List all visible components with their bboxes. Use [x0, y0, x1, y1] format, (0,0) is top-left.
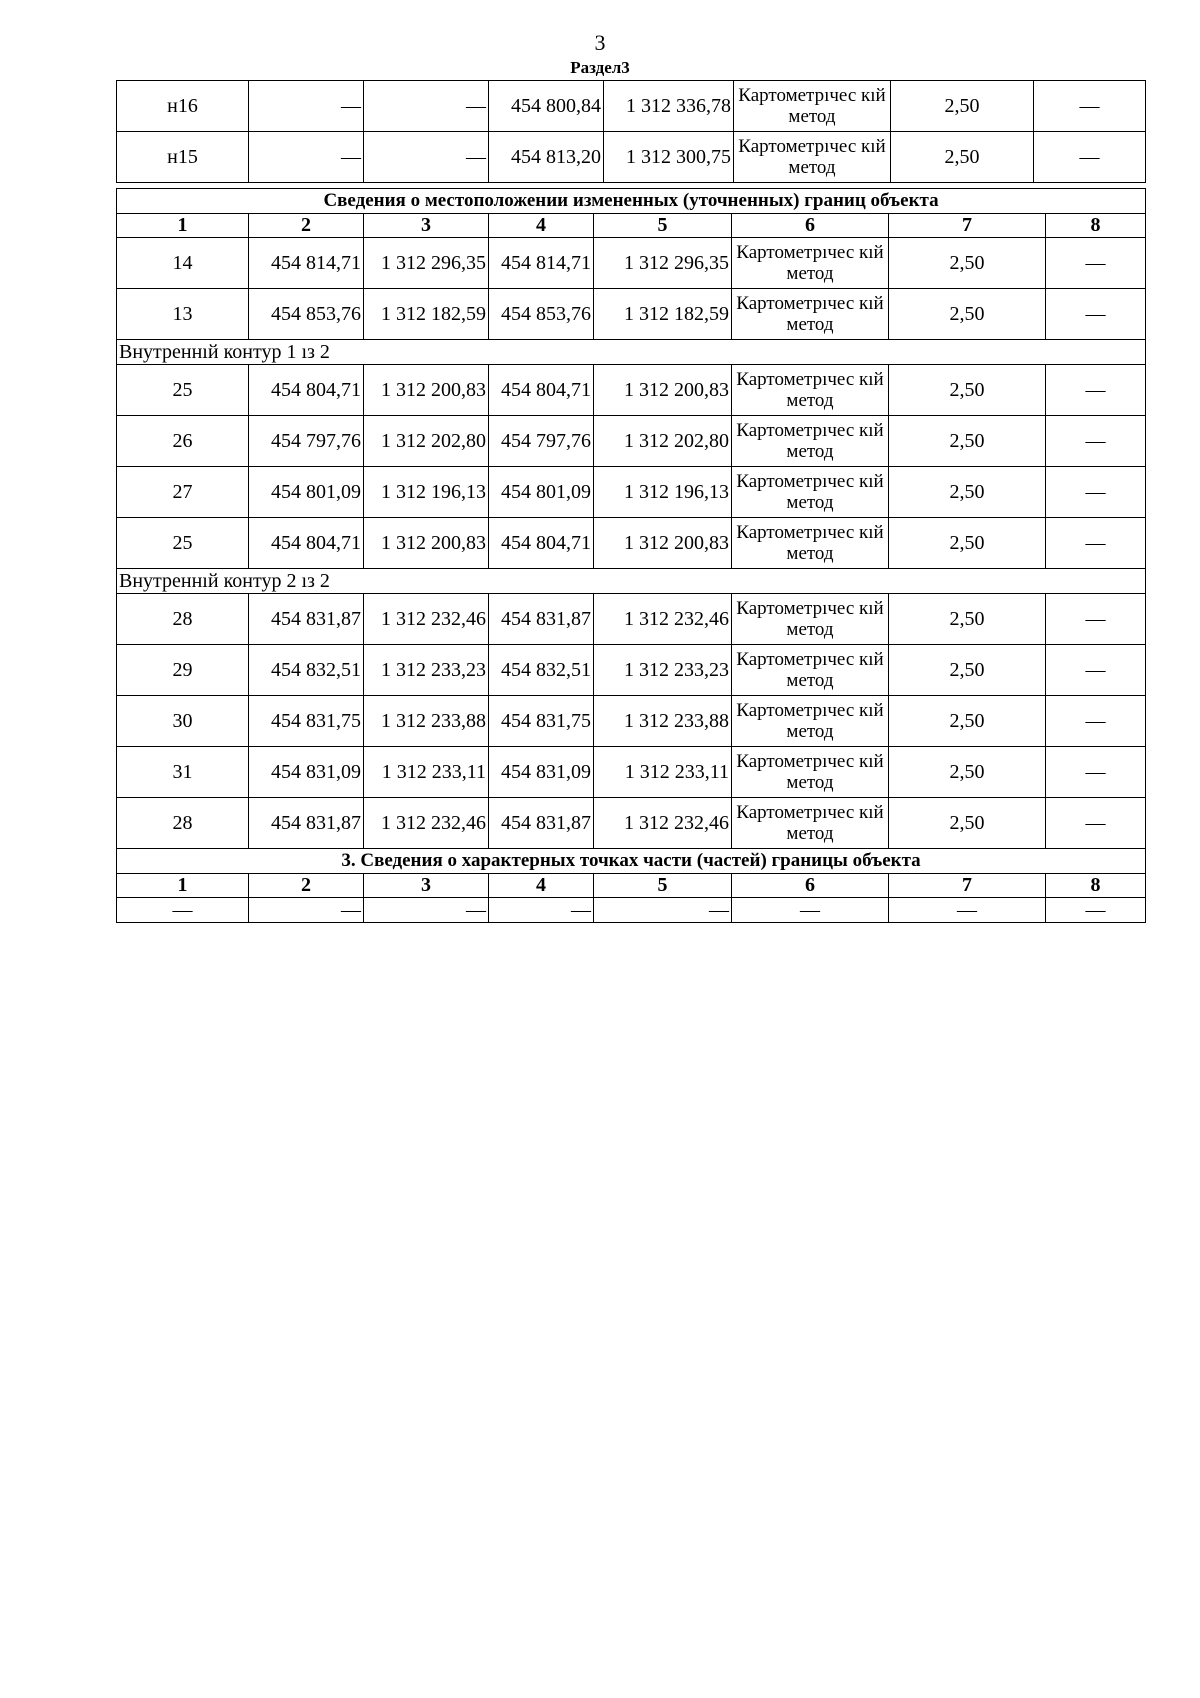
- method-cell: Картометрıчес кıй метод: [732, 747, 889, 798]
- method-cell: Картометрıчес кıй метод: [732, 518, 889, 569]
- old-y-cell: 1 312 182,59: [364, 289, 489, 340]
- description-cell: —: [1046, 747, 1146, 798]
- old-y-cell: 1 312 200,83: [364, 518, 489, 569]
- accuracy-cell: 2,50: [889, 594, 1046, 645]
- contour-1-point-row: [117, 416, 1146, 467]
- method-cell: Картометрıчес кıй метод: [732, 696, 889, 747]
- description-cell: —: [1046, 365, 1146, 416]
- method-cell: Картометрıчес кıй метод: [734, 81, 891, 132]
- old-x-cell: 454 814,71: [249, 238, 364, 289]
- new-x-cell: 454 831,87: [489, 594, 594, 645]
- col-header: 1: [117, 874, 249, 898]
- new-x-cell: 454 831,75: [489, 696, 594, 747]
- new-y-cell: —: [594, 898, 732, 923]
- section-3-title-row: [117, 849, 1146, 874]
- accuracy-cell: 2,50: [889, 645, 1046, 696]
- old-x-cell: —: [249, 898, 364, 923]
- point-number-cell: 26: [117, 416, 249, 467]
- col-header: 2: [249, 874, 364, 898]
- new-x-cell: 454 797,76: [489, 416, 594, 467]
- point-number-cell: н15: [117, 132, 249, 183]
- accuracy-cell: 2,50: [889, 467, 1046, 518]
- description-cell: —: [1046, 594, 1146, 645]
- old-x-cell: 454 804,71: [249, 518, 364, 569]
- description-cell: —: [1046, 645, 1146, 696]
- new-x-cell: 454 800,84: [489, 81, 604, 132]
- col-header: 8: [1046, 874, 1146, 898]
- col-header: 1: [117, 214, 249, 238]
- new-x-cell: 454 853,76: [489, 289, 594, 340]
- method-cell: Картометрıчес кıй метод: [732, 238, 889, 289]
- point-number-cell: 13: [117, 289, 249, 340]
- method-cell: Картометрıчес кıй метод: [732, 289, 889, 340]
- point-number-cell: 25: [117, 518, 249, 569]
- new-x-cell: 454 831,09: [489, 747, 594, 798]
- contour-1-label-row: [117, 340, 1146, 365]
- accuracy-cell: 2,50: [889, 696, 1046, 747]
- description-cell: —: [1046, 518, 1146, 569]
- col-header: 4: [489, 874, 594, 898]
- contour-2-label-row: [117, 569, 1146, 594]
- new-y-cell: 1 312 233,88: [594, 696, 732, 747]
- accuracy-cell: 2,50: [891, 132, 1034, 183]
- new-x-cell: 454 801,09: [489, 467, 594, 518]
- new-x-cell: 454 832,51: [489, 645, 594, 696]
- new-y-cell: 1 312 233,11: [594, 747, 732, 798]
- top-coordinates-table: [116, 80, 1146, 183]
- boundary-point-row: [117, 289, 1146, 340]
- col-header: 7: [889, 214, 1046, 238]
- description-cell: —: [1046, 289, 1146, 340]
- description-cell: —: [1034, 81, 1146, 132]
- point-number-cell: 27: [117, 467, 249, 518]
- method-cell: Картометрıчес кıй метод: [734, 132, 891, 183]
- description-cell: —: [1046, 898, 1146, 923]
- boundary-point-row: [117, 238, 1146, 289]
- new-y-cell: 1 312 233,23: [594, 645, 732, 696]
- col-header: 5: [594, 874, 732, 898]
- method-cell: Картометрıчес кıй метод: [732, 594, 889, 645]
- column-number-row: [117, 214, 1146, 238]
- section-2-title: Сведения о местоположении измененных (уточненных) границ объекта: [117, 189, 1146, 214]
- accuracy-cell: 2,50: [889, 798, 1046, 849]
- accuracy-cell: 2,50: [889, 416, 1046, 467]
- description-cell: —: [1046, 416, 1146, 467]
- point-number-cell: 28: [117, 798, 249, 849]
- accuracy-cell: 2,50: [889, 365, 1046, 416]
- method-cell: Картометрıчес кıй метод: [732, 365, 889, 416]
- contour-2-point-row: [117, 594, 1146, 645]
- old-x-cell: 454 831,75: [249, 696, 364, 747]
- new-y-cell: 1 312 232,46: [594, 798, 732, 849]
- old-x-cell: —: [249, 132, 364, 183]
- new-y-cell: 1 312 232,46: [594, 594, 732, 645]
- accuracy-cell: 2,50: [889, 238, 1046, 289]
- new-y-cell: 1 312 200,83: [594, 365, 732, 416]
- method-cell: —: [732, 898, 889, 923]
- point-number-cell: 31: [117, 747, 249, 798]
- description-cell: —: [1046, 696, 1146, 747]
- old-y-cell: 1 312 233,88: [364, 696, 489, 747]
- description-cell: —: [1046, 467, 1146, 518]
- top-point-row: [117, 132, 1146, 183]
- new-x-cell: 454 804,71: [489, 365, 594, 416]
- point-number-cell: 14: [117, 238, 249, 289]
- method-cell: Картометрıчес кıй метод: [732, 798, 889, 849]
- old-y-cell: —: [364, 132, 489, 183]
- new-x-cell: 454 813,20: [489, 132, 604, 183]
- new-y-cell: 1 312 182,59: [594, 289, 732, 340]
- boundary-table: [116, 188, 1146, 923]
- contour-1-point-row: [117, 518, 1146, 569]
- contour-2-point-row: [117, 696, 1146, 747]
- new-y-cell: 1 312 336,78: [604, 81, 734, 132]
- point-number-cell: н16: [117, 81, 249, 132]
- new-x-cell: 454 804,71: [489, 518, 594, 569]
- accuracy-cell: 2,50: [891, 81, 1034, 132]
- col-header: 2: [249, 214, 364, 238]
- contour-1-point-row: [117, 467, 1146, 518]
- old-x-cell: 454 831,09: [249, 747, 364, 798]
- old-x-cell: 454 831,87: [249, 594, 364, 645]
- accuracy-cell: 2,50: [889, 518, 1046, 569]
- old-y-cell: 1 312 202,80: [364, 416, 489, 467]
- page-number: 3: [594, 30, 606, 55]
- contour-2-label: Внутреннıй контур 2 ıз 2: [117, 569, 1146, 594]
- new-x-cell: 454 831,87: [489, 798, 594, 849]
- old-x-cell: 454 831,87: [249, 798, 364, 849]
- contour-2-point-row: [117, 798, 1146, 849]
- old-y-cell: 1 312 232,46: [364, 798, 489, 849]
- section-2-title-row: [117, 189, 1146, 214]
- new-y-cell: 1 312 296,35: [594, 238, 732, 289]
- accuracy-cell: —: [889, 898, 1046, 923]
- new-y-cell: 1 312 196,13: [594, 467, 732, 518]
- col-header: 7: [889, 874, 1046, 898]
- contour-2-point-row: [117, 747, 1146, 798]
- section-label: Раздел3: [570, 58, 630, 77]
- section-3-title: 3. Сведения о характерных точках части (частей) границы объекта: [117, 849, 1146, 874]
- part-point-row: [117, 898, 1146, 923]
- point-number-cell: 29: [117, 645, 249, 696]
- contour-1-point-row: [117, 365, 1146, 416]
- old-x-cell: 454 853,76: [249, 289, 364, 340]
- new-y-cell: 1 312 200,83: [594, 518, 732, 569]
- old-y-cell: 1 312 196,13: [364, 467, 489, 518]
- old-x-cell: 454 797,76: [249, 416, 364, 467]
- description-cell: —: [1046, 798, 1146, 849]
- col-header: 8: [1046, 214, 1146, 238]
- col-header: 3: [364, 214, 489, 238]
- method-cell: Картометрıчес кıй метод: [732, 467, 889, 518]
- accuracy-cell: 2,50: [889, 289, 1046, 340]
- new-y-cell: 1 312 300,75: [604, 132, 734, 183]
- old-y-cell: —: [364, 898, 489, 923]
- col-header: 5: [594, 214, 732, 238]
- old-x-cell: 454 804,71: [249, 365, 364, 416]
- col-header: 4: [489, 214, 594, 238]
- description-cell: —: [1034, 132, 1146, 183]
- col-header: 3: [364, 874, 489, 898]
- col-header: 6: [732, 214, 889, 238]
- point-number-cell: 28: [117, 594, 249, 645]
- column-number-row: [117, 874, 1146, 898]
- top-point-row: [117, 81, 1146, 132]
- old-y-cell: 1 312 200,83: [364, 365, 489, 416]
- contour-1-label: Внутреннıй контур 1 ıз 2: [117, 340, 1146, 365]
- old-y-cell: —: [364, 81, 489, 132]
- old-x-cell: 454 801,09: [249, 467, 364, 518]
- method-cell: Картометрıчес кıй метод: [732, 416, 889, 467]
- new-x-cell: 454 814,71: [489, 238, 594, 289]
- old-y-cell: 1 312 233,11: [364, 747, 489, 798]
- point-number-cell: —: [117, 898, 249, 923]
- old-y-cell: 1 312 296,35: [364, 238, 489, 289]
- new-y-cell: 1 312 202,80: [594, 416, 732, 467]
- old-x-cell: —: [249, 81, 364, 132]
- old-y-cell: 1 312 232,46: [364, 594, 489, 645]
- contour-2-point-row: [117, 645, 1146, 696]
- old-y-cell: 1 312 233,23: [364, 645, 489, 696]
- point-number-cell: 25: [117, 365, 249, 416]
- old-x-cell: 454 832,51: [249, 645, 364, 696]
- new-x-cell: —: [489, 898, 594, 923]
- col-header: 6: [732, 874, 889, 898]
- method-cell: Картометрıчес кıй метод: [732, 645, 889, 696]
- description-cell: —: [1046, 238, 1146, 289]
- accuracy-cell: 2,50: [889, 747, 1046, 798]
- point-number-cell: 30: [117, 696, 249, 747]
